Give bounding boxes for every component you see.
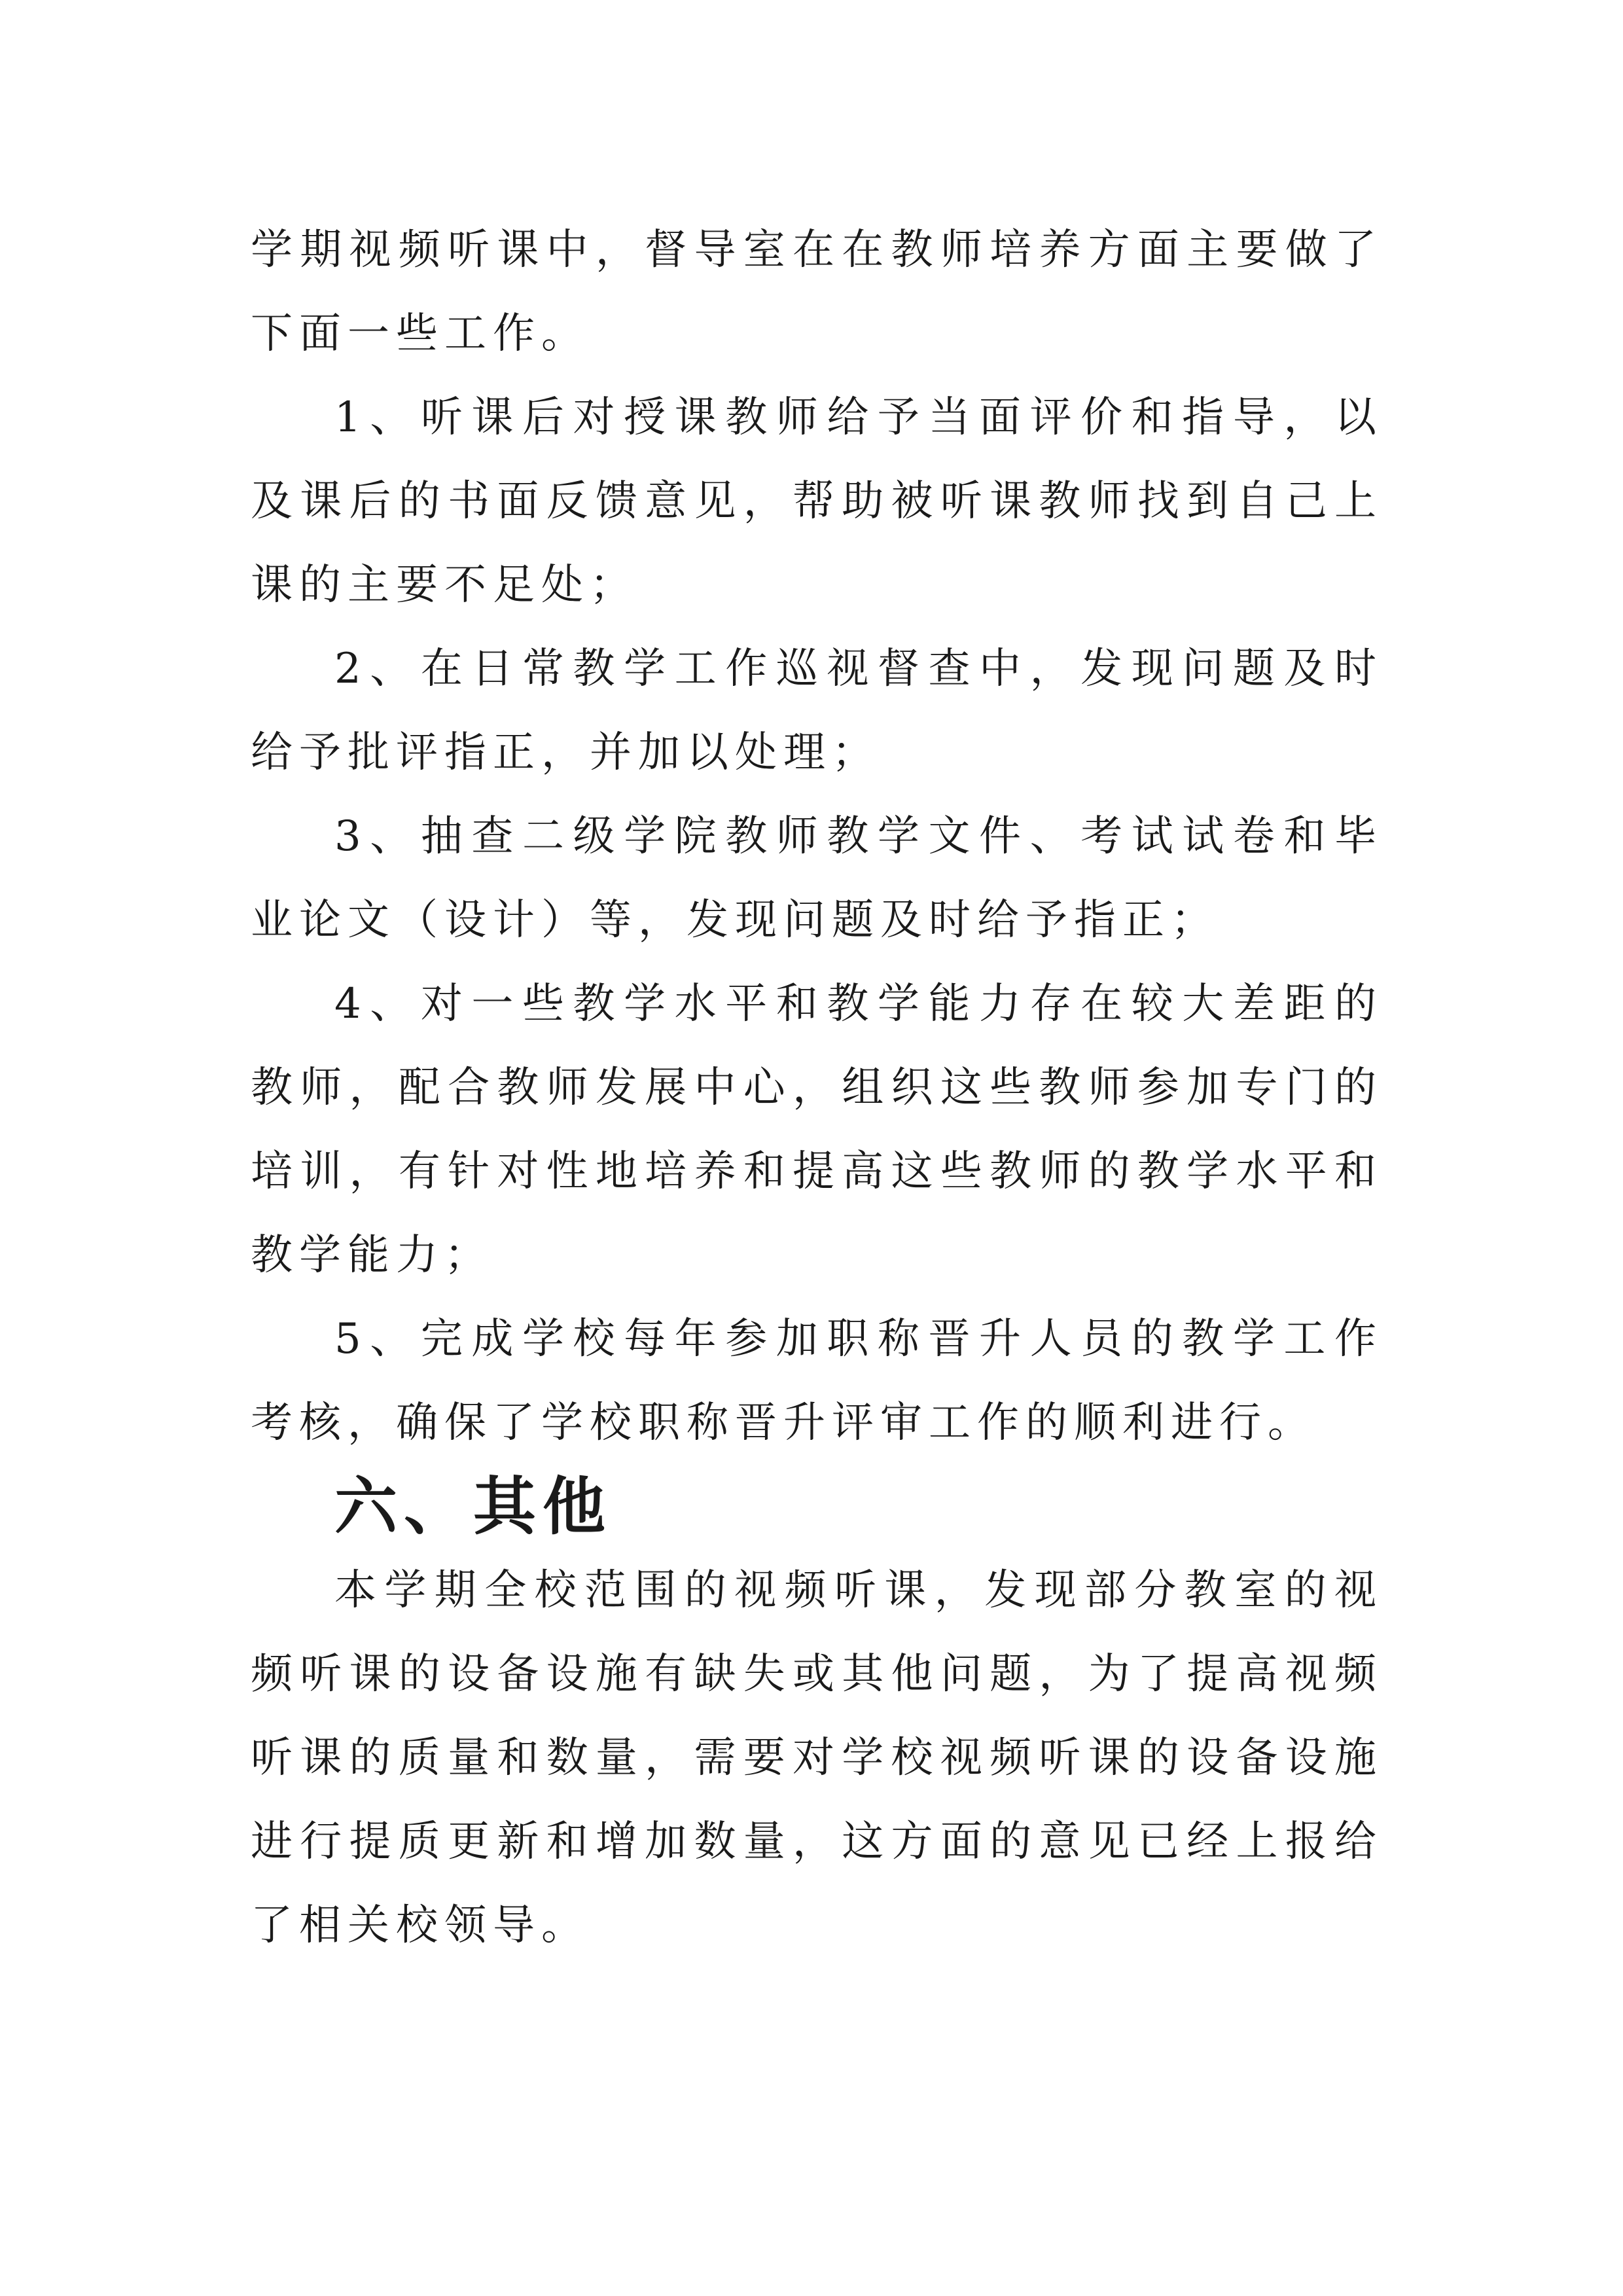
- paragraph-intro-continuation: 学期视频听课中，督导室在在教师培养方面主要做了下面一些工作。: [251, 226, 1383, 358]
- paragraph-item-1: 1、听课后对授课教师给予当面评价和指导，以及课后的书面反馈意见，帮助被听课教师找到自己上课的主要不足处；: [251, 393, 1383, 609]
- paragraph-item-3: 3、抽查二级学院教师教学文件、考试试卷和毕业论文（设计）等，发现问题及时给予指正；: [251, 812, 1383, 944]
- section-heading-other: 六、其他: [334, 1470, 612, 1543]
- paragraph-other-body: 本学期全校范围的视频听课，发现部分教室的视频听课的设备设施有缺失或其他问题，为了提高视频听课的质量和数量，需要对学校视频听课的设备设施进行提质更新和增加数量，这方面的意见已经上报给了相关校领导。: [251, 1566, 1383, 1950]
- paragraph-item-4: 4、对一些教学水平和教学能力存在较大差距的教师，配合教师发展中心，组织这些教师参加专门的培训，有针对性地培养和提高这些教师的教学水平和教学能力；: [251, 980, 1383, 1280]
- document-body: [251, 208, 1383, 1967]
- paragraph-item-2: 2、在日常教学工作巡视督查中，发现问题及时给予批评指正，并加以处理；: [251, 645, 1383, 777]
- paragraph-item-5: 5、完成学校每年参加职称晋升人员的教学工作考核，确保了学校职称晋升评审工作的顺利进行。: [251, 1315, 1383, 1447]
